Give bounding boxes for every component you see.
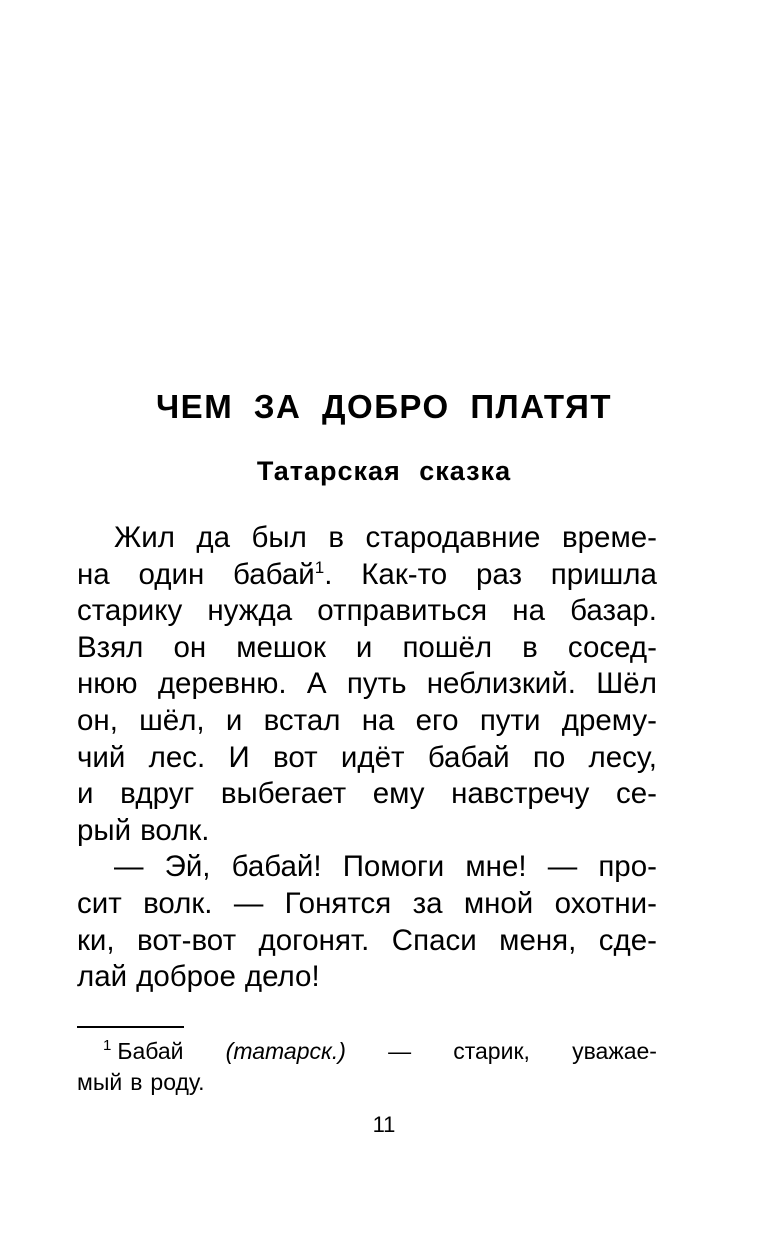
word: дрему-	[561, 703, 657, 737]
word: волк.	[140, 813, 210, 847]
word: мый	[77, 1069, 123, 1095]
word: старик,	[453, 1038, 530, 1064]
word: охотни-	[554, 886, 657, 920]
word-with-footnote	[233, 557, 332, 594]
footnote-line	[77, 1036, 657, 1067]
word: нужда	[207, 594, 293, 628]
word: Взял	[77, 630, 144, 664]
text-line	[77, 813, 657, 850]
text-line	[77, 849, 657, 886]
word: один	[138, 557, 205, 591]
word: пошёл	[402, 630, 493, 664]
footnote-term-group	[103, 1036, 184, 1067]
word: Гонятся	[284, 886, 392, 920]
word: отправиться	[317, 594, 488, 628]
word: Жил	[114, 521, 175, 554]
word: Спаси	[391, 923, 477, 957]
text-line	[77, 886, 657, 923]
word: уважае-	[572, 1038, 657, 1064]
word: базар.	[570, 594, 657, 628]
word: меня,	[499, 923, 577, 957]
text-line	[77, 630, 657, 667]
word: вот	[273, 740, 318, 774]
word: был	[251, 521, 307, 554]
word: бабай	[427, 740, 510, 774]
word: Помоги	[342, 850, 445, 884]
word: И	[228, 740, 250, 774]
word: он,	[77, 703, 118, 737]
word: лай	[77, 960, 128, 994]
word: доброе	[136, 960, 236, 994]
word: сде-	[598, 923, 657, 957]
footnote-line	[77, 1067, 657, 1098]
word: сосед-	[567, 630, 657, 664]
word: пути	[479, 703, 541, 737]
footnote-divider	[77, 1026, 184, 1028]
footnote-term: Бабай	[117, 1038, 184, 1064]
word: и	[355, 630, 373, 664]
word: вот-вот	[137, 923, 237, 957]
word: в	[328, 521, 344, 554]
story-subtitle: Татарская сказка	[256, 456, 512, 486]
footnote-reference[interactable]: 1	[314, 557, 325, 577]
footnote-language-note: (татарск.)	[225, 1038, 346, 1064]
story-text	[77, 520, 657, 996]
word: деревню.	[157, 667, 287, 701]
word: ки,	[77, 923, 115, 957]
word: се-	[615, 777, 657, 811]
word: —	[114, 850, 144, 884]
word: стародавние	[365, 521, 541, 554]
text-line	[77, 593, 657, 630]
word: идёт	[340, 740, 405, 774]
word: про-	[598, 850, 657, 884]
word: шёл,	[139, 703, 205, 737]
word: дело!	[244, 960, 320, 994]
word: роду.	[150, 1069, 205, 1095]
word: пришла	[550, 557, 657, 591]
word: и	[225, 703, 243, 737]
word: путь	[346, 667, 407, 701]
word: да	[196, 521, 231, 554]
word: чий	[77, 740, 126, 774]
word: А	[306, 667, 327, 701]
word: сит	[77, 886, 122, 920]
word: навстречу	[451, 777, 590, 811]
word: встал	[263, 703, 341, 737]
word: бабай	[233, 557, 315, 591]
word: —	[547, 850, 578, 884]
word: Эй,	[164, 850, 211, 884]
word: лесу,	[588, 740, 657, 774]
word: Шёл	[596, 667, 657, 701]
word: волк.	[143, 886, 213, 920]
text-line	[77, 666, 657, 703]
page-number: 11	[372, 1112, 396, 1137]
word: на	[361, 703, 395, 737]
word: ему	[372, 777, 425, 811]
word: мне!	[465, 850, 527, 884]
word: —	[233, 886, 264, 920]
footnote	[77, 1036, 657, 1098]
text-line	[77, 520, 657, 557]
story-title: ЧЕМ ЗА ДОБРО ПЛАТЯТ	[156, 388, 612, 425]
word: лес.	[148, 740, 206, 774]
word: мешок	[236, 630, 326, 664]
word: мной	[463, 886, 534, 920]
word: по	[532, 740, 566, 774]
text-line	[77, 923, 657, 960]
word: в	[522, 630, 538, 664]
word: выбегает	[220, 777, 347, 811]
word: Как-то	[361, 557, 448, 591]
word: старику	[77, 594, 183, 628]
word: нюю	[77, 667, 138, 701]
word: вдруг	[120, 777, 195, 811]
punctuation: .	[324, 557, 333, 591]
word: на	[512, 594, 545, 628]
word: неблизкий.	[426, 667, 576, 701]
word: на	[77, 557, 110, 591]
word: в	[130, 1069, 143, 1095]
word: време-	[561, 521, 657, 554]
word: бабай!	[231, 850, 322, 884]
word: —	[388, 1038, 412, 1064]
text-line	[77, 740, 657, 777]
text-line	[77, 703, 657, 740]
word: рый	[77, 813, 132, 847]
word: раз	[475, 557, 522, 591]
text-line	[77, 557, 657, 594]
word: за	[412, 886, 443, 920]
word: он	[173, 630, 207, 664]
text-line	[77, 959, 657, 996]
word: догонят.	[258, 923, 370, 957]
word: его	[415, 703, 459, 737]
word: и	[77, 777, 94, 811]
text-line	[77, 776, 657, 813]
footnote-mark: 1	[103, 1037, 112, 1055]
